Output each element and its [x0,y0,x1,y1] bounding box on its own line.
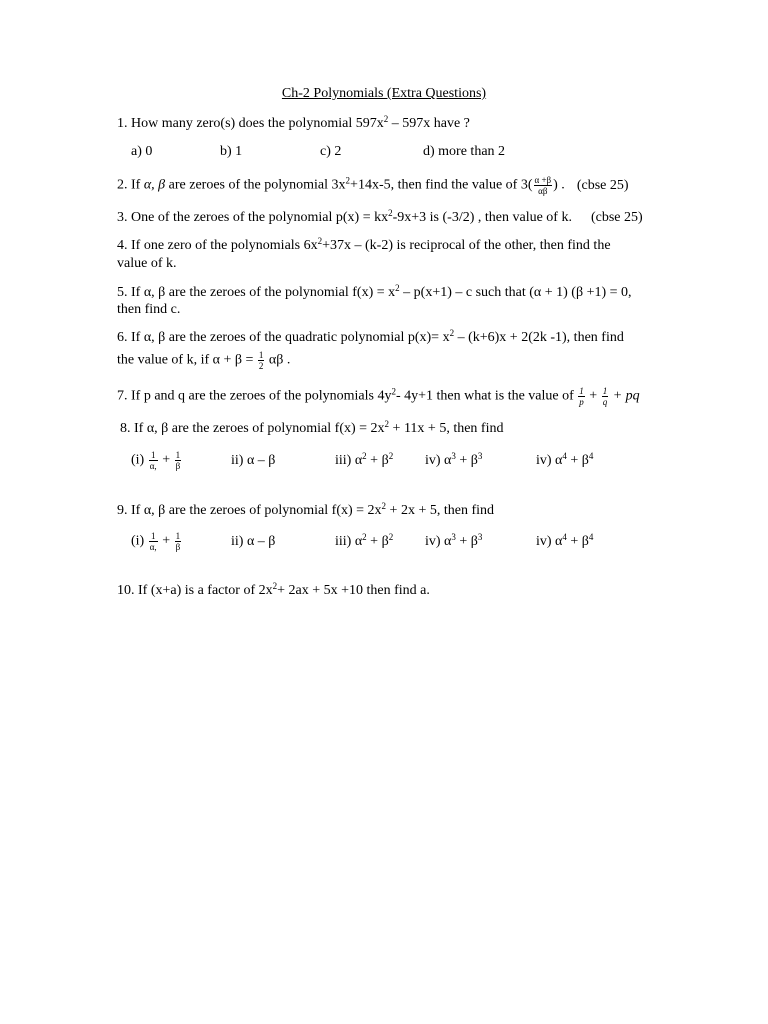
q4-exponent: 2 [317,236,323,246]
q2-text-end: ) . [553,177,565,193]
q9-text-end: + 2x + 5, then find [386,503,494,518]
q6-text-line2: the value of k, if α + β = [117,352,257,368]
question-5-line-2: then find c. [117,302,181,317]
q1-option-c: c) 2 [320,144,342,159]
q5-text: 5. If α, β are the zeroes of the polynomial f(x) = x [117,285,396,300]
q2-exponent: 2 [345,175,351,186]
q6-exponent: 2 [449,328,455,338]
q8-opt1-f2-den: β [175,461,181,471]
question-7 [117,386,640,407]
q1-option-d: d) more than 2 [423,144,506,159]
q8-opt1-plus: + [158,452,174,468]
q9-option-3 [335,534,393,550]
page-title: Ch-2 Polynomials (Extra Questions) [281,86,487,101]
q8-opt3-b: + β [366,453,389,468]
q8-opt4-a: iv) α [425,453,452,468]
q10-text: 10. If (x+a) is a factor of 2x [117,583,273,598]
q7-text: 7. If p and q are the zeroes of the polynomials 4y [117,388,392,404]
q6-frac-num: 1 [258,350,264,360]
q9-opt1-prefix: (i) [131,533,148,549]
q8-text: 8. If α, β are the zeroes of polynomial f(x) = 2x [120,421,385,436]
q8-option-5 [536,453,593,469]
q8-opt1-f2-num: 1 [175,450,181,460]
q8-opt3-sup2: 2 [388,451,394,461]
q9-opt4-a: iv) α [425,534,452,549]
question-10 [117,582,430,600]
q8-opt1-frac-1 [149,450,158,471]
q4-text: 4. If one zero of the polynomials 6x [117,238,318,253]
q2-prefix: 2. If [117,177,144,193]
q8-opt1-prefix: (i) [131,452,148,468]
q9-opt1-plus: + [158,533,174,549]
q8-opt3-sup1: 2 [362,451,367,461]
q2-vars: α, β [143,177,166,193]
q2-cbse-tag: (cbse 25) [576,177,629,193]
q7-text-mid: - 4y+1 then what is the value of [395,388,578,404]
q9-opt5-sup1: 4 [562,532,567,542]
q8-exponent: 2 [384,419,390,429]
q2-text-mid: +14x-5, then find the value of 3( [350,177,533,193]
q7-f2-num: 1 [602,386,608,396]
q9-opt4-sup2: 3 [477,532,483,542]
q9-option-2: ii) α – β [231,534,276,549]
q3-text-end: -9x+3 is (-3/2) , then value of k. [392,210,572,225]
q9-opt3-a: iii) α [335,534,363,549]
question-6-line-2 [117,350,290,371]
q7-plus: + [585,388,601,404]
q8-opt5-sup1: 4 [562,451,567,461]
question-2 [117,175,629,196]
q10-exponent: 2 [272,581,278,591]
q8-option-1 [131,450,182,471]
q8-option-3 [335,453,393,469]
q9-opt1-frac-1 [149,531,158,552]
question-6 [117,329,624,347]
q9-opt1-f1-num: 1 [149,531,158,542]
question-9 [117,502,494,520]
q9-opt1-f2-den: β [175,542,181,552]
q8-opt5-a: iv) α [536,453,563,468]
q9-opt5-a: iv) α [536,534,563,549]
q9-option-5 [536,534,593,550]
q3-text: 3. One of the zeroes of the polynomial p(x) = kx [117,210,389,225]
q7-fraction-2 [602,386,609,407]
q8-opt4-b: + β [455,453,478,468]
q9-opt3-b: + β [366,534,389,549]
q5-text-end: – p(x+1) – c such that (α + 1) (β +1) = 0, [399,285,632,300]
q9-opt5-sup2: 4 [588,532,594,542]
q7-text-end: + pq [609,388,640,404]
q1-exponent: 2 [383,114,389,124]
q10-text-end: + 2ax + 5x +10 then find a. [277,583,430,598]
q5-exponent: 2 [395,283,400,293]
q4-text-end: +37x – (k-2) is reciprocal of the other, then find the [322,238,611,253]
q6-text-end: – (k+6)x + 2(2k -1), then find [454,330,624,345]
q1-text: 1. How many zero(s) does the polynomial 597x [117,116,384,131]
q3-exponent: 2 [388,208,393,218]
q6-frac-den: 2 [258,361,264,371]
q8-opt1-f1-num: 1 [149,450,158,461]
q2-frac-den: αβ [538,186,548,196]
q6-text-end: αβ . [265,352,291,368]
q9-opt1-f1-den: α, [149,542,157,552]
q8-opt3-a: iii) α [335,453,363,468]
q9-opt1-frac-2 [175,531,182,552]
q9-opt1-f2-num: 1 [175,531,181,541]
question-4-line-2: value of k. [117,256,177,271]
q2-fraction [534,175,553,196]
q1-option-a: a) 0 [131,144,153,159]
q8-opt4-sup1: 3 [451,451,456,461]
q6-fraction [258,350,265,371]
q8-option-4 [425,453,482,469]
q9-opt3-sup2: 2 [388,532,394,542]
q3-cbse-tag: (cbse 25) [590,210,643,225]
q8-opt1-f1-den: α, [149,461,157,471]
q9-exponent: 2 [381,501,387,511]
question-5 [117,284,632,302]
q9-option-4 [425,534,482,550]
q8-option-2: ii) α – β [231,453,276,468]
q9-opt3-sup1: 2 [362,532,367,542]
q1-text-end: – 597x have ? [388,116,470,131]
q8-text-end: + 11x + 5, then find [389,421,504,436]
q8-opt5-b: + β [566,453,589,468]
question-3 [117,209,643,227]
question-1 [117,115,470,133]
question-8 [120,420,503,438]
q7-exponent: 2 [391,386,396,397]
q9-text: 9. If α, β are the zeroes of polynomial f(x) = 2x [117,503,382,518]
q9-opt4-sup1: 3 [451,532,456,542]
q8-opt5-sup2: 4 [588,451,594,461]
q8-opt4-sup2: 3 [477,451,483,461]
q9-opt4-b: + β [455,534,478,549]
q7-fraction-1 [578,386,585,407]
q2-frac-num: α +β [534,175,552,185]
q8-opt1-frac-2 [175,450,182,471]
q9-opt5-b: + β [566,534,589,549]
q7-f1-den: p [579,397,584,407]
q9-option-1 [131,531,182,552]
q1-option-b: b) 1 [220,144,243,159]
q6-text: 6. If α, β are the zeroes of the quadratic polynomial p(x)= x [117,330,450,345]
question-4 [117,237,611,255]
q2-text: are zeroes of the polynomial 3x [165,177,346,193]
q7-f2-den: q [602,397,608,407]
q7-f1-num: 1 [579,386,584,396]
